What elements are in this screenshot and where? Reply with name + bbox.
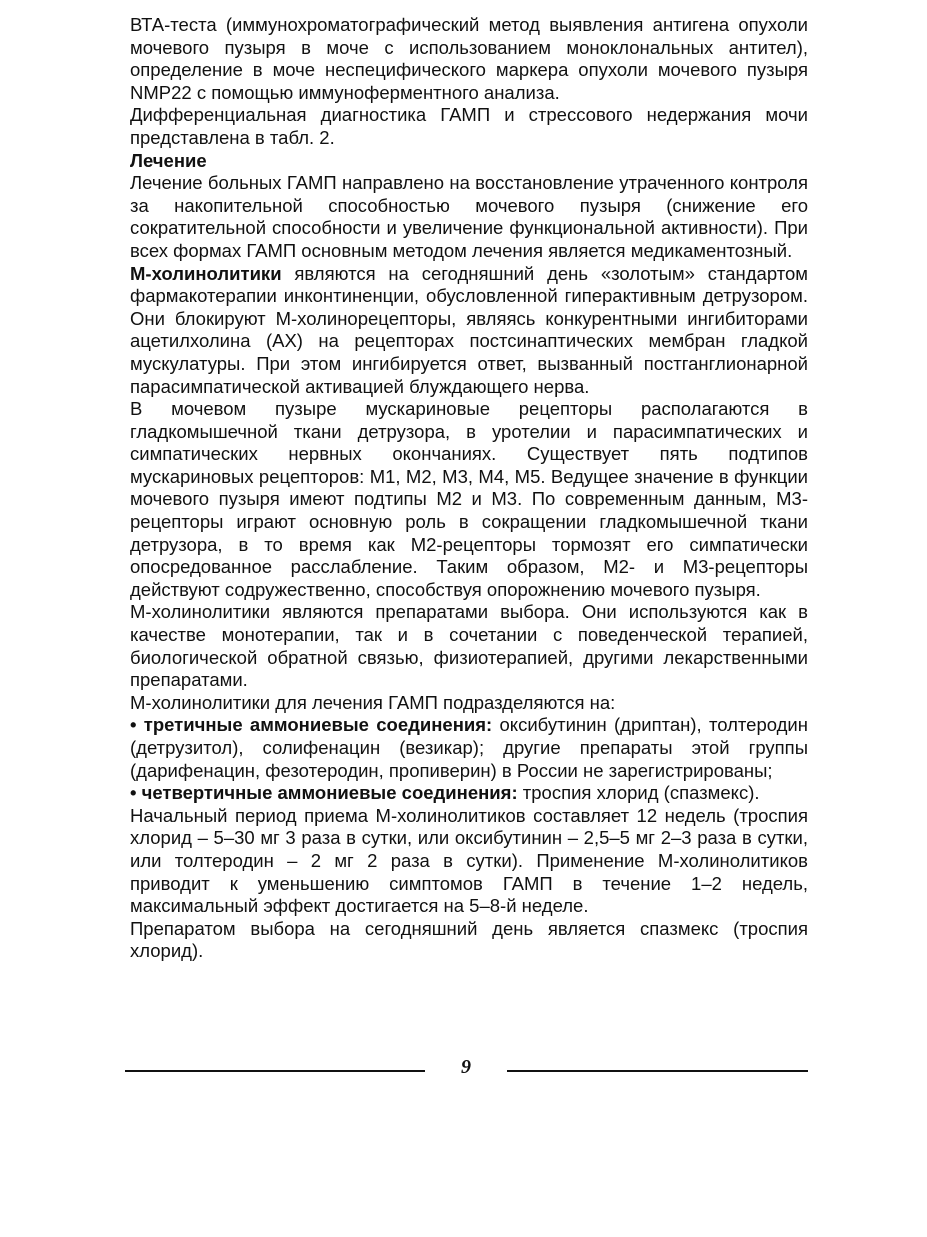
paragraph-dosage: Начальный период приема М-холинолитиков составляет 12 недель (троспия хлорид – 5–30 мг 3 раза в сутки, или оксибутинин – 2,5–5 мг 2–3 раза в сутки, или толтеродин – 2 мг 2 раза в сутки). Применение М-холинолитиков приводит к уменьшению симптомов ГАМП в течение 1–2 недель, максимальный эффект достигается на 5–8-й неделе. bbox=[130, 804, 808, 917]
list-item-quaternary-term: • четвертичные аммониевые соединения: bbox=[130, 782, 518, 804]
paragraph-treatment-intro: Лечение больных ГАМП направлено на восстановление утраченного контроля за накопительной способностью мочевого пузыря (снижение его сократительной способности и увеличение функциональной активности). При всех формах ГАМП основным методом лечения является медикаментозный. bbox=[130, 172, 808, 261]
paragraph-muscarinic-receptors: В мочевом пузыре мускариновые рецепторы располагаются в гладкомышечной ткани детрузора, в уротелии и парасимпатических и симпатических нервных окончаниях. Существует пять подтипов мускариновых рецепторов: М1, М2, М3, М4, М5. Ведущее значение в функции мочевого пузыря имеют подтипы М2 и М3. По современным данным, М3-рецепторы играют основную роль в сокращении гладкомышечной ткани детрузора, в то время как М2-рецепторы тормозят его симпатически опосредованное расслабление. Таким образом, М2- и М3-рецепторы действуют содружественно, способствуя опорожнению мочевого пузыря. bbox=[130, 398, 808, 600]
paragraph-m-cholinolytics bbox=[130, 263, 808, 399]
paragraph-m-cholinolytics-text: являются на сегодняшний день «золотым» стандартом фармакотерапии инконтиненции, обусловленной гиперактивным детрузором. Они блокируют М-холинорецепторы, являясь конкурентными ингибиторами ацетилхолина (АХ) на рецепторах постсинаптических мембран гладкой мускулатуры. При этом ингибируется ответ, вызванный постганглионарной парасимпатической активацией блуждающего нерва. bbox=[130, 262, 808, 397]
paragraph-differential-diagnosis: Дифференциальная диагностика ГАМП и стрессового недержания мочи представлена в табл. 2. bbox=[130, 104, 808, 148]
list-item-tertiary bbox=[130, 714, 808, 782]
footer-rule-right bbox=[507, 1070, 808, 1072]
term-m-cholinolytics: М-холинолитики bbox=[130, 262, 282, 284]
page-footer bbox=[125, 1055, 808, 1085]
paragraph-spasmex: Препаратом выбора на сегодняшний день является спазмекс (троспия хлорид). bbox=[130, 917, 808, 962]
section-heading-treatment: Лечение bbox=[130, 149, 207, 171]
page-number: 9 bbox=[461, 1056, 471, 1078]
list-item-tertiary-term: • третичные аммониевые соединения: bbox=[130, 714, 493, 736]
list-item-quaternary bbox=[130, 782, 808, 805]
list-item-quaternary-text: троспия хлорид (спазмекс). bbox=[517, 782, 760, 804]
paragraph-drugs-of-choice: М-холинолитики являются препаратами выбора. Они используются как в качестве монотерапии, так и в сочетании с поведенческой терапией, биологической обратной связью, физиотерапией, другими лекарственными препаратами. bbox=[130, 601, 808, 691]
paragraph-classification-intro: М-холинолитики для лечения ГАМП подразделяются на: bbox=[130, 691, 616, 713]
paragraph-bta-test: ВТА-теста (иммунохроматографический метод выявления антигена опухоли мочевого пузыря в моче с использованием моноклональных антител), определение в моче неспецифического маркера опухоли мочевого пузыря NMP22 с помощью иммуноферментного анализа. bbox=[130, 14, 808, 103]
page-body bbox=[130, 14, 808, 963]
footer-rule-left bbox=[125, 1070, 425, 1072]
list-item-tertiary-text: оксибутинин (дриптан), толтеродин (детрузитол), солифенацин (везикар); другие препараты этой группы (дарифенацин, фезотеродин, пропиверин) в России не зарегистрированы; bbox=[130, 714, 808, 781]
